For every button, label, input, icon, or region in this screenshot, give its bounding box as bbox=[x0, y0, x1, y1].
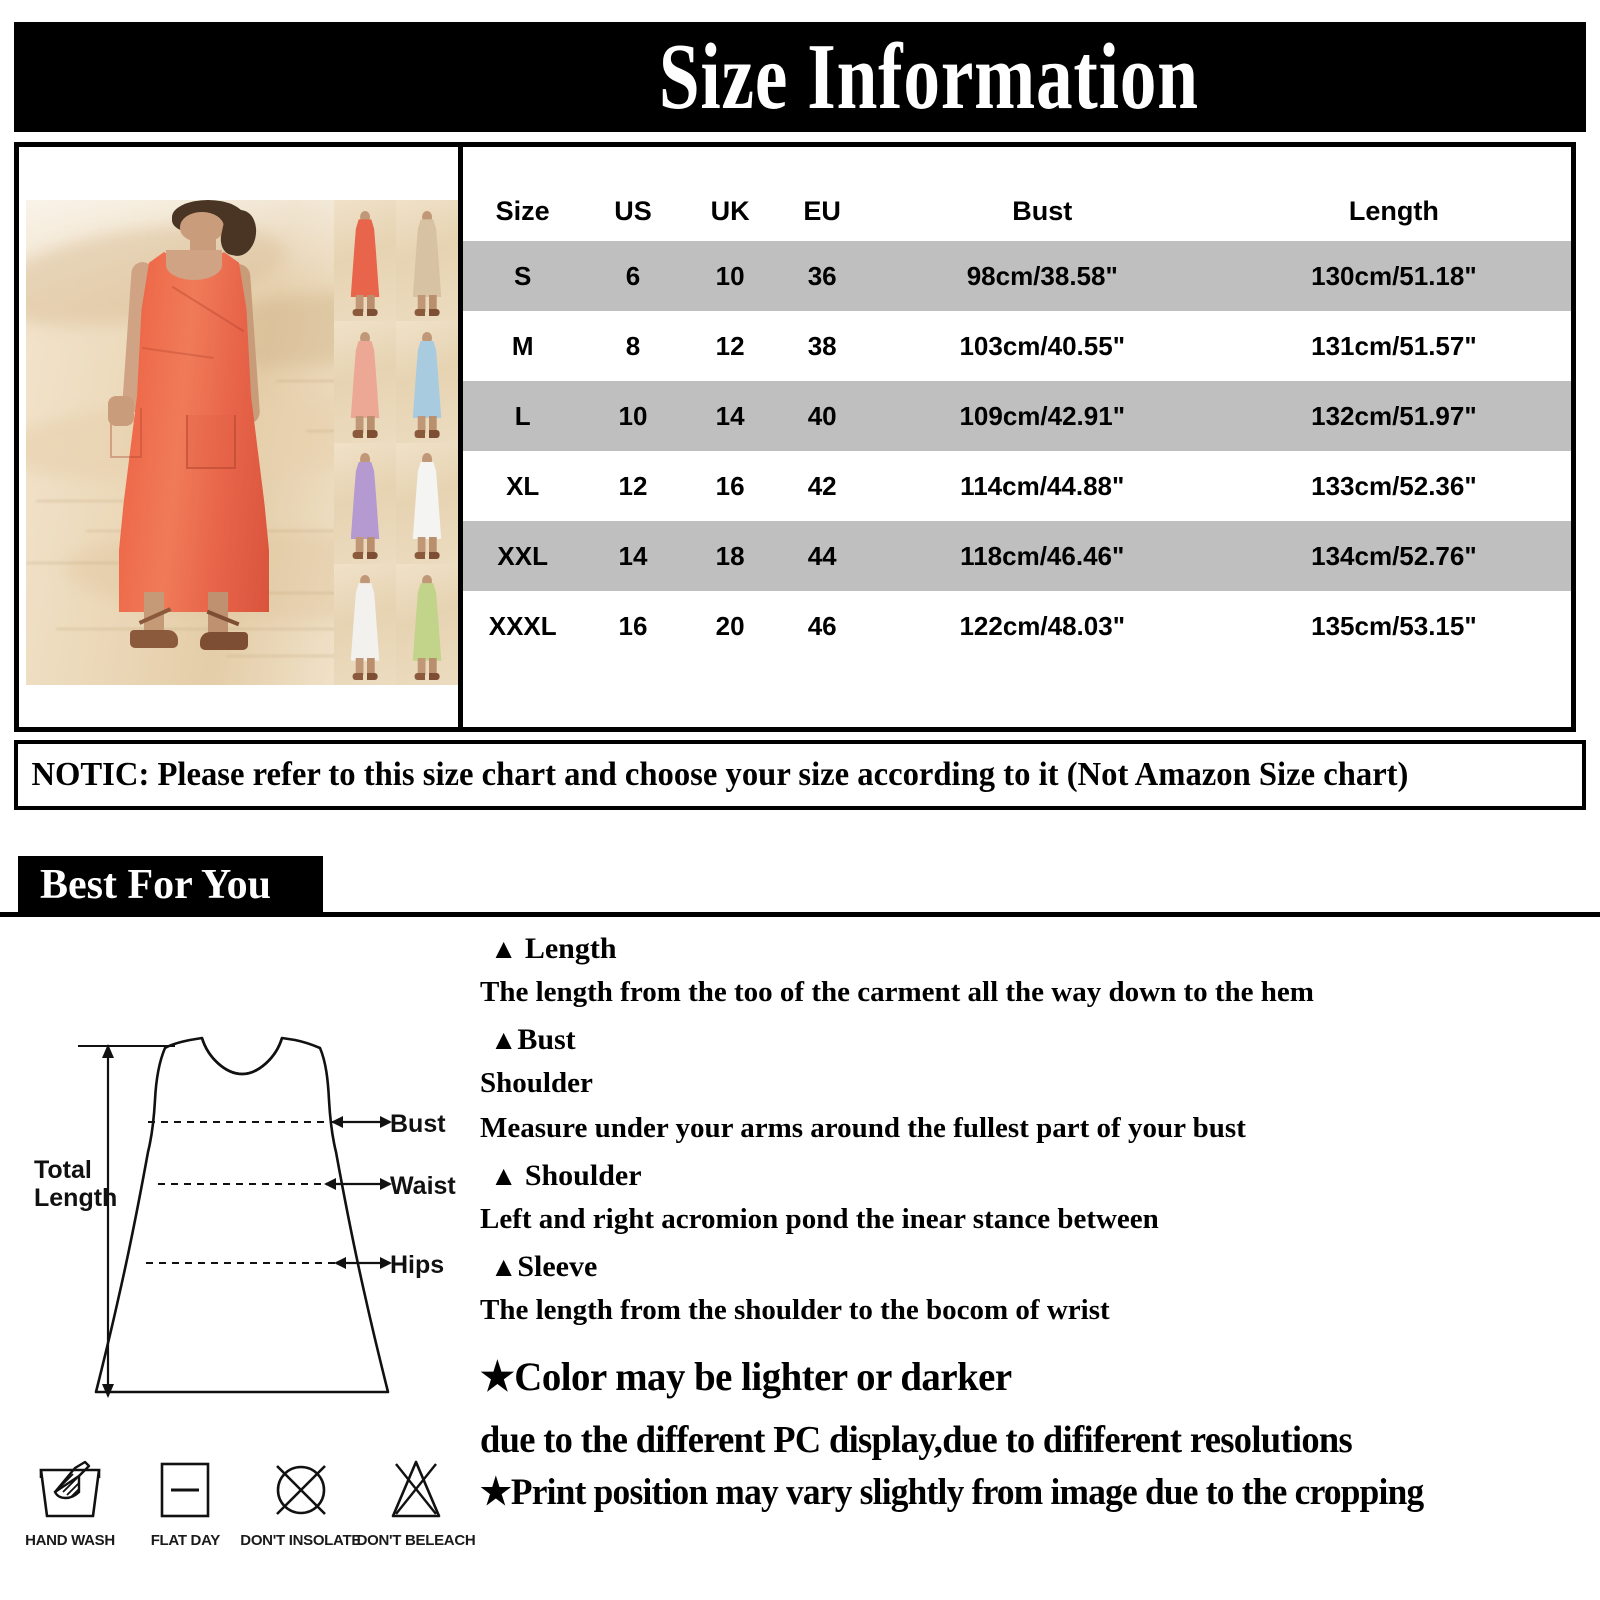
color-swatch-white[interactable] bbox=[396, 443, 458, 564]
cell-length: 135cm/53.15" bbox=[1311, 610, 1477, 641]
cell-length: 133cm/52.36" bbox=[1311, 470, 1477, 501]
table-row bbox=[463, 381, 1571, 451]
care-label: FLAT DAY bbox=[150, 1532, 220, 1549]
care-item-flat-dry bbox=[133, 1452, 237, 1549]
cell-us: 8 bbox=[625, 330, 641, 361]
cell-bust: 98cm/38.58" bbox=[868, 241, 1217, 311]
cell-us: 12 bbox=[618, 470, 648, 501]
bust-label: Bust bbox=[390, 1110, 446, 1138]
cell-bust: 103cm/40.55" bbox=[959, 330, 1126, 361]
column-header-bust: Bust bbox=[868, 181, 1217, 241]
total-length-label-line2: Length bbox=[34, 1184, 118, 1212]
do-not-tumble-icon bbox=[264, 1452, 338, 1526]
cell-size: XL bbox=[506, 470, 540, 501]
guide-text-bust: Measure under your arms around the fullest part of your bust bbox=[480, 1112, 1246, 1144]
cell-uk: 12 bbox=[715, 330, 745, 361]
column-header-us: US bbox=[582, 181, 683, 241]
cell-size: L bbox=[463, 381, 582, 451]
table-row bbox=[463, 591, 1571, 661]
care-label: HAND WASH bbox=[25, 1532, 115, 1549]
cell-eu: 44 bbox=[777, 521, 868, 591]
guide-heading-sleeve bbox=[480, 1250, 1590, 1284]
care-label: DON'T BELEACH bbox=[356, 1532, 476, 1549]
color-swatch-pink[interactable] bbox=[334, 321, 396, 442]
waist-label: Waist bbox=[390, 1172, 456, 1200]
cell-bust: 118cm/46.46" bbox=[868, 521, 1217, 591]
best-for-you-label: Best For You bbox=[40, 862, 271, 908]
hips-label: Hips bbox=[390, 1251, 445, 1279]
color-swatch-beige[interactable] bbox=[396, 200, 458, 321]
care-item-hand-wash bbox=[18, 1452, 122, 1549]
horizontal-divider bbox=[0, 912, 1600, 917]
size-chart-frame bbox=[14, 142, 1576, 732]
cell-size: XXXL bbox=[488, 610, 557, 641]
product-photo bbox=[26, 200, 458, 685]
cell-uk: 18 bbox=[684, 521, 777, 591]
cell-uk: 20 bbox=[715, 610, 745, 641]
dress-pocket bbox=[186, 415, 236, 469]
disclaimer-display: due to the different PC display,due to dififerent resolutions bbox=[480, 1419, 1353, 1461]
cell-eu: 42 bbox=[807, 470, 837, 501]
table-row bbox=[463, 311, 1571, 381]
guide-heading-sleeve-text: Sleeve bbox=[517, 1250, 598, 1283]
total-length-label-line1: Total bbox=[34, 1156, 92, 1184]
cell-size: S bbox=[463, 241, 582, 311]
disclaimer-color bbox=[480, 1353, 1557, 1400]
cell-size: XXL bbox=[463, 521, 582, 591]
cell-eu: 46 bbox=[807, 610, 837, 641]
size-information-banner bbox=[14, 22, 1586, 132]
flat-dry-icon bbox=[148, 1452, 222, 1526]
cell-uk: 10 bbox=[684, 241, 777, 311]
notice-text: NOTIC: Please refer to this size chart and choose your size according to it (Not Amazon Size chart) bbox=[31, 756, 1409, 793]
care-label: DON'T INSOLATE bbox=[240, 1532, 362, 1549]
table-row bbox=[463, 521, 1571, 591]
guide-text-length: The length from the too of the carment all the way down to the hem bbox=[480, 976, 1314, 1008]
disclaimer-print-position bbox=[480, 1470, 1540, 1514]
do-not-bleach-icon bbox=[379, 1452, 453, 1526]
cell-length: 130cm/51.18" bbox=[1217, 241, 1571, 311]
guide-text-shoulder-word: Shoulder bbox=[480, 1067, 593, 1099]
cell-uk: 16 bbox=[715, 470, 745, 501]
cell-eu: 40 bbox=[777, 381, 868, 451]
star-icon: ★ bbox=[480, 1472, 511, 1513]
column-header-length: Length bbox=[1217, 181, 1571, 241]
cell-us: 6 bbox=[582, 241, 683, 311]
color-swatch-light-green[interactable] bbox=[396, 564, 458, 685]
cell-us: 10 bbox=[582, 381, 683, 451]
guide-text-shoulder: Left and right acromion pond the inear stance between bbox=[480, 1203, 1159, 1235]
garment-measurement-diagram bbox=[30, 1000, 470, 1412]
cell-bust: 109cm/42.91" bbox=[868, 381, 1217, 451]
cell-eu: 36 bbox=[777, 241, 868, 311]
guide-heading-bust-text: Bust bbox=[517, 1023, 576, 1056]
product-photo-cell bbox=[19, 147, 463, 727]
care-item-do-not-bleach bbox=[356, 1452, 476, 1549]
care-symbols-row bbox=[18, 1452, 476, 1592]
cell-length: 134cm/52.76" bbox=[1217, 521, 1571, 591]
triangle-bullet-icon: ▲ bbox=[490, 933, 518, 964]
guide-heading-length bbox=[480, 932, 1590, 966]
triangle-bullet-icon: ▲ bbox=[490, 1024, 518, 1055]
guide-heading-shoulder-text: Shoulder bbox=[517, 1159, 642, 1192]
color-swatch-grid[interactable] bbox=[334, 200, 458, 685]
cell-us: 14 bbox=[582, 521, 683, 591]
disclaimer-color-text: Color may be lighter or darker bbox=[514, 1354, 1012, 1399]
table-row bbox=[463, 241, 1571, 311]
table-header-row bbox=[463, 181, 1571, 241]
guide-heading-bust bbox=[480, 1023, 1590, 1057]
hand-wash-icon bbox=[33, 1452, 107, 1526]
triangle-bullet-icon: ▲ bbox=[490, 1160, 518, 1191]
care-item-do-not-tumble bbox=[240, 1452, 362, 1549]
color-swatch-light-blue[interactable] bbox=[396, 321, 458, 442]
cell-uk: 14 bbox=[684, 381, 777, 451]
page-title: Size Information bbox=[658, 25, 1199, 129]
triangle-bullet-icon: ▲ bbox=[490, 1251, 518, 1282]
guide-heading-shoulder bbox=[480, 1159, 1590, 1193]
size-table-cell bbox=[463, 147, 1571, 727]
cell-size: M bbox=[511, 330, 534, 361]
notice-frame bbox=[14, 740, 1586, 810]
cell-length: 132cm/51.97" bbox=[1217, 381, 1571, 451]
cell-us: 16 bbox=[618, 610, 648, 641]
guide-text-sleeve: The length from the shoulder to the bocom of wrist bbox=[480, 1294, 1110, 1326]
table-row bbox=[463, 451, 1571, 521]
cell-bust: 114cm/44.88" bbox=[960, 470, 1125, 501]
guide-heading-length-text: Length bbox=[517, 932, 617, 965]
best-for-you-banner bbox=[18, 856, 323, 914]
cell-length: 131cm/51.57" bbox=[1311, 330, 1477, 361]
cell-bust: 122cm/48.03" bbox=[959, 610, 1126, 641]
size-table bbox=[463, 181, 1571, 661]
color-swatch-lavender[interactable] bbox=[334, 443, 396, 564]
measurement-guide-column bbox=[480, 918, 1590, 1588]
column-header-size: Size bbox=[463, 181, 582, 241]
cell-eu: 38 bbox=[807, 330, 837, 361]
color-swatch-coral[interactable] bbox=[334, 200, 396, 321]
column-header-uk: UK bbox=[684, 181, 777, 241]
color-swatch-off-white[interactable] bbox=[334, 564, 396, 685]
disclaimer-print-position-text: Print position may vary slightly from image due to the cropping bbox=[510, 1472, 1424, 1513]
star-icon: ★ bbox=[480, 1354, 515, 1399]
column-header-eu: EU bbox=[777, 181, 868, 241]
